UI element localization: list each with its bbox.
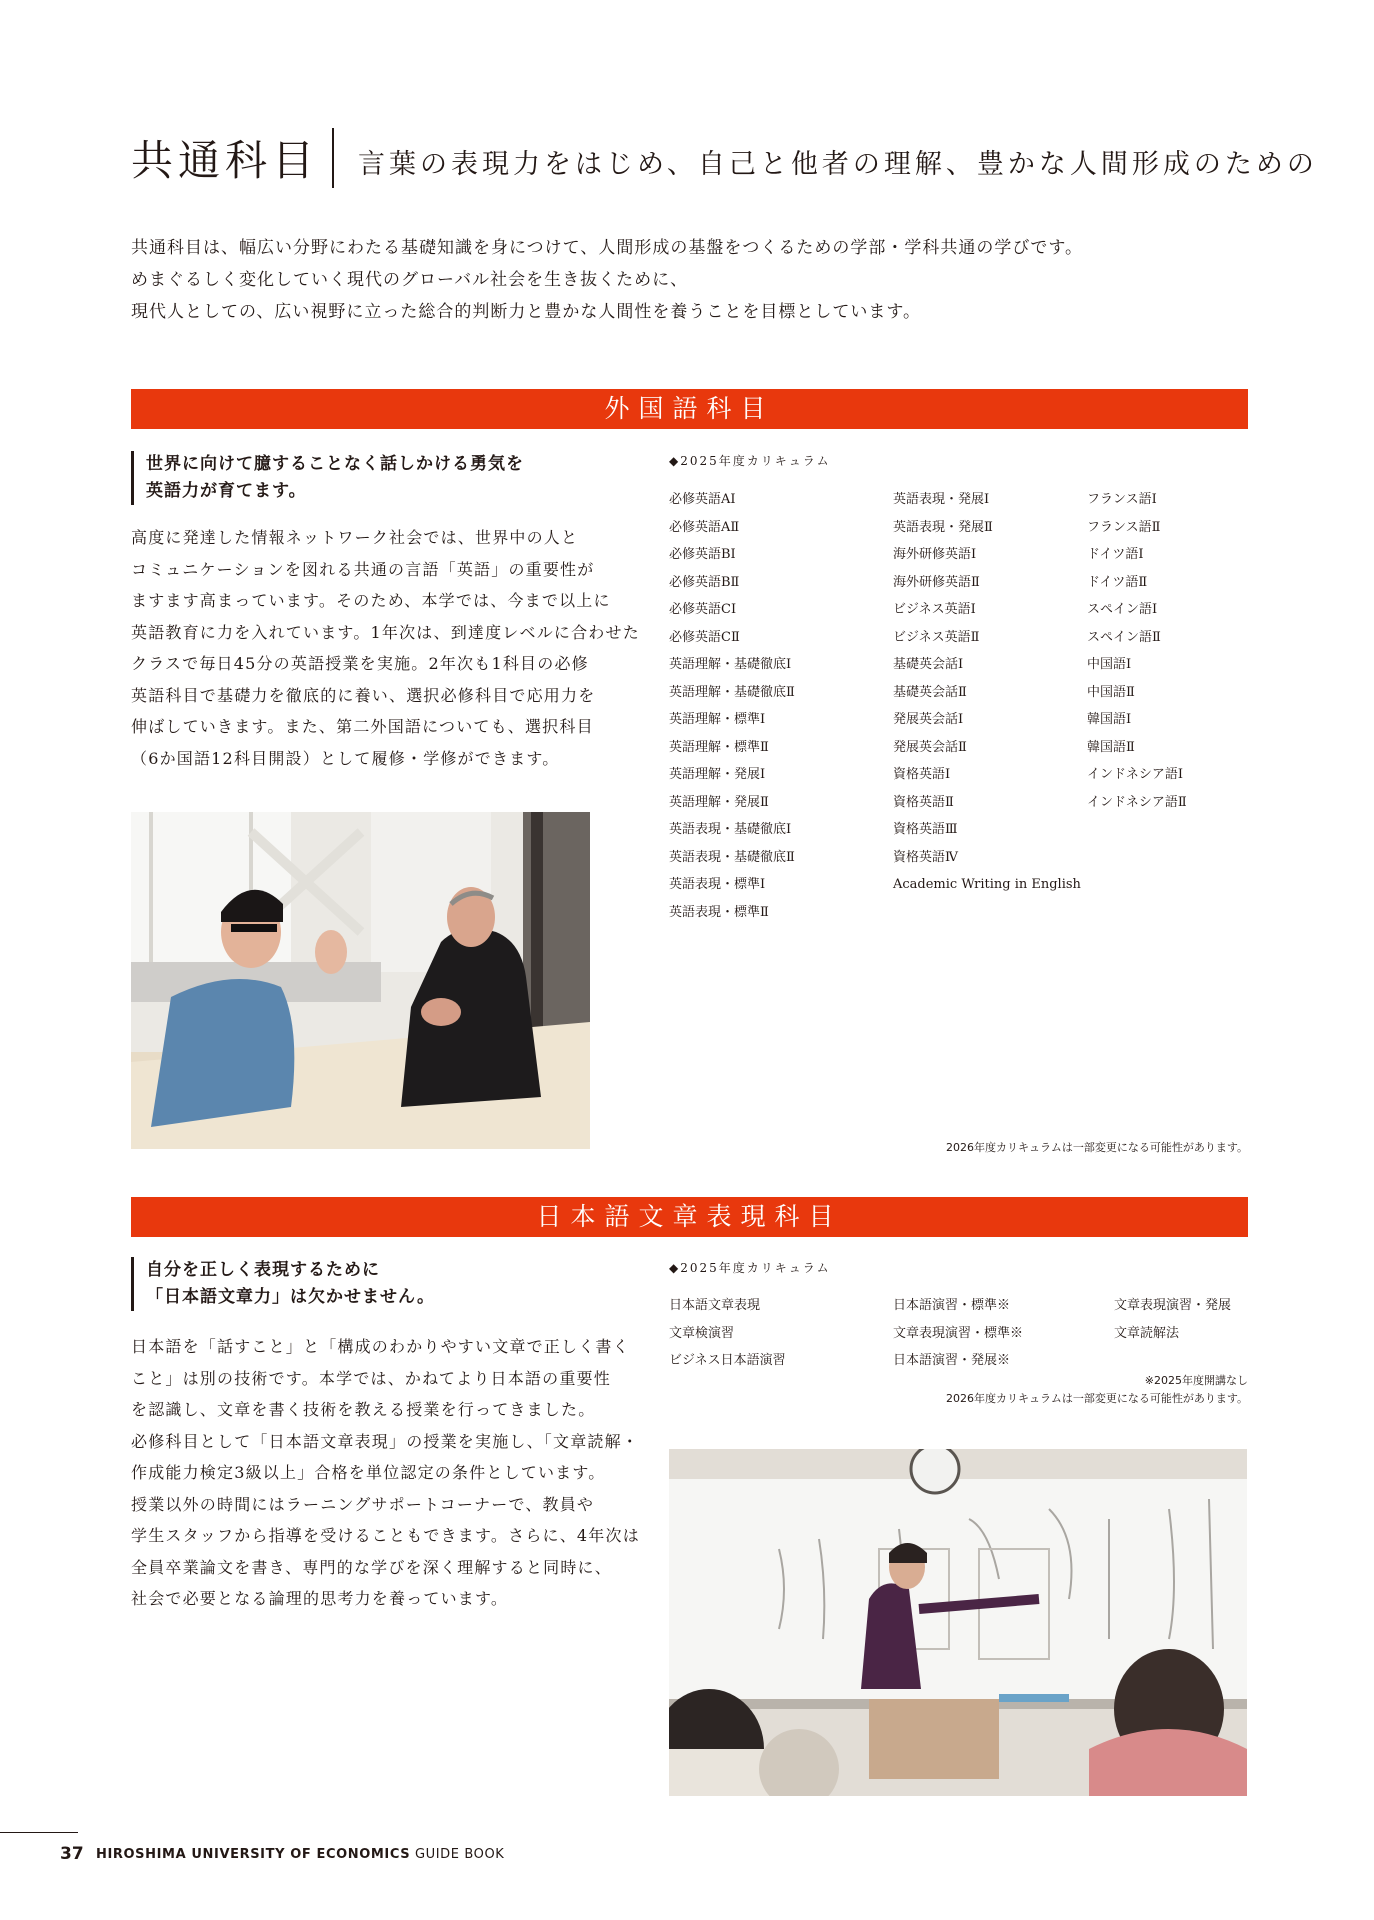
curriculum-item: 日本語演習・標準※ <box>893 1298 1011 1313</box>
foreign-lead-heading <box>131 451 616 505</box>
curriculum-item: 発展英会話Ⅰ <box>893 712 964 727</box>
curriculum-item: 中国語Ⅱ <box>1087 684 1135 700</box>
foreign-curriculum-column-1 <box>669 486 795 926</box>
curriculum-item: 文章表現演習・発展 <box>1114 1298 1232 1313</box>
body-line: 英語教育に力を入れています。1年次は、到達度レベルに合わせた <box>131 622 640 642</box>
foreign-language-section-bar: 外国語科目 <box>131 389 1248 429</box>
curriculum-item: 英語理解・発展Ⅰ <box>669 767 766 782</box>
body-line: クラスで毎日45分の英語授業を実施。2年次も1科目の必修 <box>131 654 589 673</box>
curriculum-item: 必修英語BⅠ <box>669 547 736 562</box>
japanese-writing-section-bar: 日本語文章表現科目 <box>131 1197 1248 1237</box>
curriculum-item: 文章読解法 <box>1114 1325 1180 1341</box>
curriculum-item: Academic Writing in English <box>893 877 1081 892</box>
curriculum-item: 基礎英会話Ⅰ <box>893 657 964 672</box>
foreign-curriculum-note: 2026年度カリキュラムは一部変更になる可能性があります。 <box>945 1141 1248 1154</box>
curriculum-item: 英語理解・発展Ⅱ <box>669 794 769 810</box>
curriculum-item: 日本語文章表現 <box>669 1298 761 1313</box>
curriculum-item: 海外研修英語Ⅱ <box>893 574 980 590</box>
curriculum-item: スペイン語Ⅰ <box>1087 602 1158 617</box>
curriculum-item: 基礎英会話Ⅱ <box>893 684 967 700</box>
footer-publication-name <box>96 1846 504 1864</box>
intro-line: めまぐるしく変化していく現代のグローバル社会を生き抜くために、 <box>131 270 689 290</box>
curriculum-item: 文章検演習 <box>669 1325 735 1341</box>
japanese-curriculum-change-note: 2026年度カリキュラムは一部変更になる可能性があります。 <box>945 1392 1248 1405</box>
body-line: 英語科目で基礎力を徹底的に養い、選択必修科目で応用力を <box>131 685 596 705</box>
japanese-curriculum-note: ※2025年度開講なし <box>1144 1374 1248 1387</box>
curriculum-item: ビジネス英語Ⅱ <box>893 629 980 645</box>
heading-line: 英語力が育てます。 <box>146 481 307 501</box>
curriculum-item: 必修英語BⅡ <box>669 574 740 590</box>
curriculum-item: 文章表現演習・標準※ <box>893 1325 1024 1341</box>
body-line: 日本語を「話すこと」と「構成のわかりやすい文章で正しく書く <box>131 1337 630 1356</box>
body-line: を認識し、文章を書く技術を教える授業を行ってきました。 <box>131 1400 596 1419</box>
body-line: 作成能力検定3級以上」合格を単位認定の条件としています。 <box>131 1463 606 1482</box>
page-number: 37 <box>60 1844 84 1864</box>
classroom-photo <box>669 1449 1247 1796</box>
curriculum-item: 英語表現・発展Ⅱ <box>893 519 993 535</box>
curriculum-item: 英語表現・発展Ⅰ <box>893 492 990 507</box>
body-line: こと」は別の技術です。本学では、かねてより日本語の重要性 <box>131 1368 611 1388</box>
curriculum-item: インドネシア語Ⅰ <box>1087 767 1184 782</box>
curriculum-item: 韓国語Ⅰ <box>1087 712 1132 727</box>
body-line: ますます高まっています。そのため、本学では、今まで以上に <box>131 591 611 610</box>
foreign-curriculum-column-3 <box>1087 486 1187 816</box>
body-line: （6か国語12科目開設）として履修・学修ができます。 <box>131 748 560 768</box>
curriculum-item: 資格英語Ⅰ <box>893 767 951 782</box>
japanese-body-text <box>131 1331 640 1615</box>
foreign-curriculum-column-2 <box>893 486 1081 899</box>
body-line: 必修科目として「日本語文章表現」の授業を実施し、「文章読解・ <box>131 1431 640 1451</box>
body-line: 全員卒業論文を書き、専門的な学びを深く理解すると同時に、 <box>131 1557 612 1577</box>
page-title: 共通科目 <box>131 136 320 185</box>
japanese-curriculum-label: ◆2025年度カリキュラム <box>669 1261 831 1275</box>
curriculum-item: 日本語演習・発展※ <box>893 1353 1011 1368</box>
curriculum-item: 必修英語CⅠ <box>669 602 737 617</box>
curriculum-item: インドネシア語Ⅱ <box>1087 794 1187 810</box>
curriculum-item: 英語表現・標準Ⅱ <box>669 904 769 920</box>
curriculum-item: 中国語Ⅰ <box>1087 657 1132 672</box>
curriculum-item: 資格英語Ⅳ <box>893 849 958 865</box>
body-line: コミュニケーションを図れる共通の言語「英語」の重要性が <box>131 559 595 579</box>
footer-university: HIROSHIMA UNIVERSITY OF ECONOMICS <box>96 1847 411 1862</box>
japanese-curriculum-column-3 <box>1114 1292 1231 1347</box>
curriculum-item: 海外研修英語Ⅰ <box>893 547 977 562</box>
curriculum-item: ドイツ語Ⅰ <box>1087 547 1144 562</box>
curriculum-item: 資格英語Ⅱ <box>893 794 954 810</box>
curriculum-item: 韓国語Ⅱ <box>1087 739 1135 755</box>
intro-paragraph <box>131 232 1281 328</box>
heading-line: 自分を正しく表現するために <box>146 1260 380 1280</box>
curriculum-item: 資格英語Ⅲ <box>893 822 958 837</box>
curriculum-item: 英語理解・基礎徹底Ⅰ <box>669 657 792 672</box>
conversation-photo <box>131 812 590 1149</box>
curriculum-item: 英語理解・標準Ⅰ <box>669 712 766 727</box>
body-line: 社会で必要となる論理的思考力を養っています。 <box>131 1589 509 1608</box>
curriculum-item: ビジネス日本語演習 <box>669 1353 786 1368</box>
curriculum-item: 必修英語AⅡ <box>669 519 740 535</box>
japanese-curriculum-column-2 <box>893 1292 1023 1375</box>
body-line: 学生スタッフから指導を受けることもできます。さらに、4年次は <box>131 1526 640 1545</box>
body-line: 授業以外の時間にはラーニングサポートコーナーで、教員や <box>131 1494 595 1514</box>
body-line: 高度に発達した情報ネットワーク社会では、世界中の人と <box>131 528 579 547</box>
curriculum-item: 英語理解・標準Ⅱ <box>669 739 769 755</box>
curriculum-item: 英語理解・基礎徹底Ⅱ <box>669 684 795 700</box>
japanese-curriculum-column-1 <box>669 1292 786 1375</box>
curriculum-item: 英語表現・基礎徹底Ⅰ <box>669 822 792 837</box>
page-subtitle: 言葉の表現力をはじめ、自己と他者の理解、豊かな人間形成のための <box>358 149 1318 180</box>
curriculum-item: 必修英語CⅡ <box>669 629 740 645</box>
curriculum-item: ドイツ語Ⅱ <box>1087 574 1148 590</box>
japanese-lead-heading <box>131 1257 616 1311</box>
footer-rule <box>0 1832 78 1833</box>
intro-line: 共通科目は、幅広い分野にわたる基礎知識を身につけて、人間形成の基盤をつくるための学部・学科共通の学びです。 <box>131 238 1083 258</box>
curriculum-item: スペイン語Ⅱ <box>1087 629 1161 645</box>
body-line: 伸ばしていきます。また、第二外国語についても、選択科目 <box>131 717 594 736</box>
curriculum-item: 英語表現・標準Ⅰ <box>669 877 766 892</box>
curriculum-item: フランス語Ⅰ <box>1087 492 1157 507</box>
intro-line: 現代人としての、広い視野に立った総合的判断力と豊かな人間性を養うことを目標としています。 <box>131 302 921 322</box>
heading-line: 世界に向けて臆することなく話しかける勇気を <box>146 454 524 474</box>
curriculum-item: 英語表現・基礎徹底Ⅱ <box>669 849 795 865</box>
curriculum-item: ビジネス英語Ⅰ <box>893 602 976 617</box>
title-divider <box>332 128 334 188</box>
curriculum-item: フランス語Ⅱ <box>1087 519 1161 535</box>
heading-line: 「日本語文章力」は欠かせません。 <box>146 1287 436 1307</box>
footer-guide: GUIDE BOOK <box>414 1847 505 1862</box>
foreign-body-text <box>131 522 640 774</box>
curriculum-item: 発展英会話Ⅱ <box>893 739 967 755</box>
curriculum-item: 必修英語AⅠ <box>669 492 736 507</box>
foreign-curriculum-label: ◆2025年度カリキュラム <box>669 454 831 468</box>
